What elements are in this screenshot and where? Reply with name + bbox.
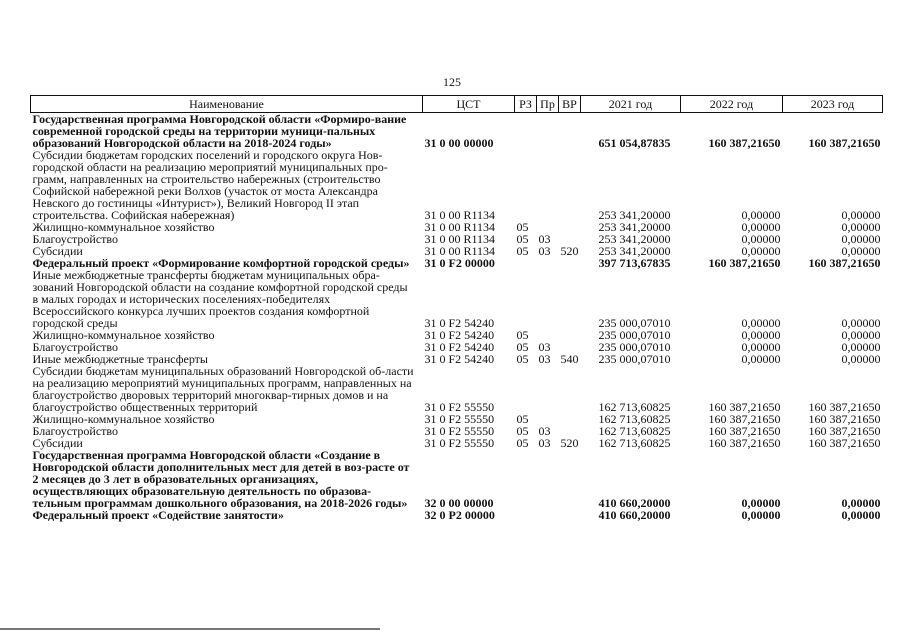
cell-2023: 0,00000 [841,328,881,342]
header-2021: 2021 год [581,96,681,113]
cell-cst: 31 0 F2 54240 [424,352,495,366]
cell-pr [537,149,559,221]
cell-vr [559,449,581,509]
cell-rz [515,449,537,509]
cell-2021: 162 713,60825 [598,424,671,438]
cell-pr: 03 [538,352,551,366]
cell-2021: 162 713,60825 [598,400,671,414]
cell-2022: 0,00000 [741,340,781,354]
cell-pr [537,257,559,269]
cell-2022: 0,00000 [741,316,781,330]
cell-name: Федеральный проект «Содействие занятости» [32,508,284,522]
page-number: 125 [443,75,461,89]
cell-name: Жилищно-коммунальное хозяйство [32,220,215,234]
table-row [31,113,883,150]
cell-2022: 0,00000 [741,328,781,342]
cell-rz: 05 [516,424,529,438]
cell-2023: 0,00000 [841,244,881,258]
cell-2021: 397 713,67835 [598,256,671,270]
cell-2021: 235 000,07010 [598,352,671,366]
table-header-row [31,96,883,113]
cell-2023: 0,00000 [841,508,881,522]
cell-rz: 05 [516,232,529,246]
cell-vr: 540 [560,352,579,366]
cell-cst: 31 0 00 R1134 [424,220,496,234]
header-rz: РЗ [515,96,537,113]
header-name: Наименование [31,96,423,113]
cell-2021: 235 000,07010 [598,316,671,330]
cell-2022: 0,00000 [741,352,781,366]
header-2023: 2023 год [783,96,883,113]
cell-pr [537,449,559,509]
cell-cst: 31 0 F2 00000 [424,256,495,270]
cell-vr: 520 [560,436,579,450]
cell-2022: 160 387,21650 [708,424,781,438]
cell-vr [559,413,581,425]
cell-2021: 410 660,20000 [598,508,671,522]
cell-vr [559,149,581,221]
cell-cst: 31 0 F2 55550 [424,424,495,438]
table-row [31,449,883,509]
cell-rz [515,149,537,221]
cell-2022: 160 387,21650 [708,436,781,450]
cell-2022: 160 387,21650 [708,256,781,270]
cell-2023: 160 387,21650 [808,256,881,270]
cell-vr [559,257,581,269]
cell-name: Жилищно-коммунальное хозяйство [32,412,215,426]
cell-pr: 03 [538,340,551,354]
cell-cst: 32 0 P2 00000 [424,508,495,522]
header-2022: 2022 год [681,96,783,113]
cell-2022: 0,00000 [741,232,781,246]
cell-2023: 0,00000 [841,316,881,330]
cell-2023: 0,00000 [841,496,881,510]
cell-cst: 31 0 F2 55550 [424,436,495,450]
cell-cst: 31 0 00 00000 [424,136,494,150]
cell-pr [537,269,559,329]
cell-cst: 31 0 F2 54240 [424,316,495,330]
cell-rz: 05 [516,352,529,366]
cell-vr [559,269,581,329]
cell-name: Благоустройство [32,232,119,246]
cell-2023: 0,00000 [841,340,881,354]
cell-vr [559,113,581,150]
cell-cst: 31 0 00 R1134 [424,244,496,258]
cell-pr: 03 [538,232,551,246]
cell-name: Благоустройство [32,340,119,354]
cell-cst: 31 0 00 R1134 [424,208,496,222]
cell-2021: 235 000,07010 [598,340,671,354]
cell-name: Иные межбюджетные трансферты бюджетам муниципальных обра-зований Новгородской области на создание комфортной городской среды в малых городах и исторических поселениях-победителях Всероссийского конкурса лучших проектов создания комфортной городской среды [32,268,408,330]
cell-vr [559,509,581,521]
footer-divider [0,628,380,630]
cell-2021: 253 341,20000 [598,232,671,246]
cell-rz [515,257,537,269]
table-row [31,269,883,329]
cell-name: Субсидии [32,244,83,258]
cell-2021: 253 341,20000 [598,220,671,234]
cell-rz [515,113,537,150]
cell-rz [515,509,537,521]
cell-cst: 31 0 F2 55550 [424,400,495,414]
cell-2023: 160 387,21650 [808,136,881,150]
cell-pr [537,509,559,521]
cell-name: Субсидии бюджетам городских поселений и городского округа Нов-городской области на реализацию мероприятий муниципальных про-грамм, направленных на строительство набережных (строительство Софийской набережной реки Волхов (участок от моста Александра Невского до гостиницы «Интурист»), Великий Новгород II этап строительства. Софийская набережная) [32,148,388,222]
cell-2021: 253 341,20000 [598,208,671,222]
budget-table [30,95,883,521]
cell-pr: 03 [538,244,551,258]
cell-rz: 05 [516,220,529,234]
cell-2023: 160 387,21650 [808,424,881,438]
cell-name: Иные межбюджетные трансферты [32,352,208,366]
cell-2021: 162 713,60825 [598,436,671,450]
cell-pr: 03 [538,436,551,450]
cell-name: Государственная программа Новгородской области «Создание в Новгородской области дополнительных мест для детей в воз-расте от 2 месяцев до 3 лет в образовательных организациях, осуществляющих образовательную деятельность по образова-тельным программам дошкольного образования, на 2018-2026 годы» [32,448,410,510]
cell-name: Государственная программа Новгородской области «Формиро-вание современной городской среды на территории муници-пальных образований Новгородской области на 2018-2024 годы» [32,112,407,150]
cell-2023: 160 387,21650 [808,436,881,450]
cell-2022: 0,00000 [741,244,781,258]
cell-2022: 0,00000 [741,208,781,222]
cell-2021: 253 341,20000 [598,244,671,258]
cell-cst: 31 0 F2 54240 [424,340,495,354]
cell-rz: 05 [516,244,529,258]
header-pr: Пр [537,96,559,113]
cell-cst: 31 0 F2 54240 [424,328,495,342]
cell-rz: 05 [516,412,529,426]
cell-2023: 0,00000 [841,220,881,234]
cell-vr [559,329,581,341]
cell-name: Благоустройство [32,424,119,438]
cell-name: Субсидии бюджетам муниципальных образований Новгородской об-ласти на реализацию мероприятий муниципальных программ, направленных на благоустройство дворовых территорий многоквар-тирных домов и на благоустройство общественных территорий [32,364,414,414]
cell-pr [537,113,559,150]
cell-rz [515,269,537,329]
cell-rz: 05 [516,328,529,342]
cell-2023: 0,00000 [841,352,881,366]
cell-vr [559,365,581,413]
cell-cst: 31 0 00 R1134 [424,232,496,246]
cell-pr: 03 [538,424,551,438]
cell-vr: 520 [560,244,579,258]
cell-name: Субсидии [32,436,83,450]
cell-2023: 160 387,21650 [808,412,881,426]
cell-name: Жилищно-коммунальное хозяйство [32,328,215,342]
cell-2021: 162 713,60825 [598,412,671,426]
cell-cst: 31 0 F2 55550 [424,412,495,426]
cell-2023: 0,00000 [841,232,881,246]
header-vr: ВР [559,96,581,113]
header-cst: ЦСТ [423,96,515,113]
cell-2021: 410 660,20000 [598,496,671,510]
cell-rz: 05 [516,340,529,354]
cell-pr [537,365,559,413]
cell-2023: 0,00000 [841,208,881,222]
cell-2022: 0,00000 [741,508,781,522]
cell-vr [559,221,581,233]
table-body [31,113,883,522]
table-row [31,509,883,521]
cell-2022: 0,00000 [741,220,781,234]
cell-2021: 651 054,87835 [598,136,671,150]
table-row [31,149,883,221]
cell-cst: 32 0 00 00000 [424,496,494,510]
cell-2022: 160 387,21650 [708,412,781,426]
cell-name: Федеральный проект «Формирование комфортной городской среды» [32,256,410,270]
cell-2022: 160 387,21650 [708,400,781,414]
cell-2023: 160 387,21650 [808,400,881,414]
cell-2021: 235 000,07010 [598,328,671,342]
cell-2022: 0,00000 [741,496,781,510]
cell-rz: 05 [516,436,529,450]
table-row [31,365,883,413]
cell-rz [515,365,537,413]
cell-2022: 160 387,21650 [708,136,781,150]
